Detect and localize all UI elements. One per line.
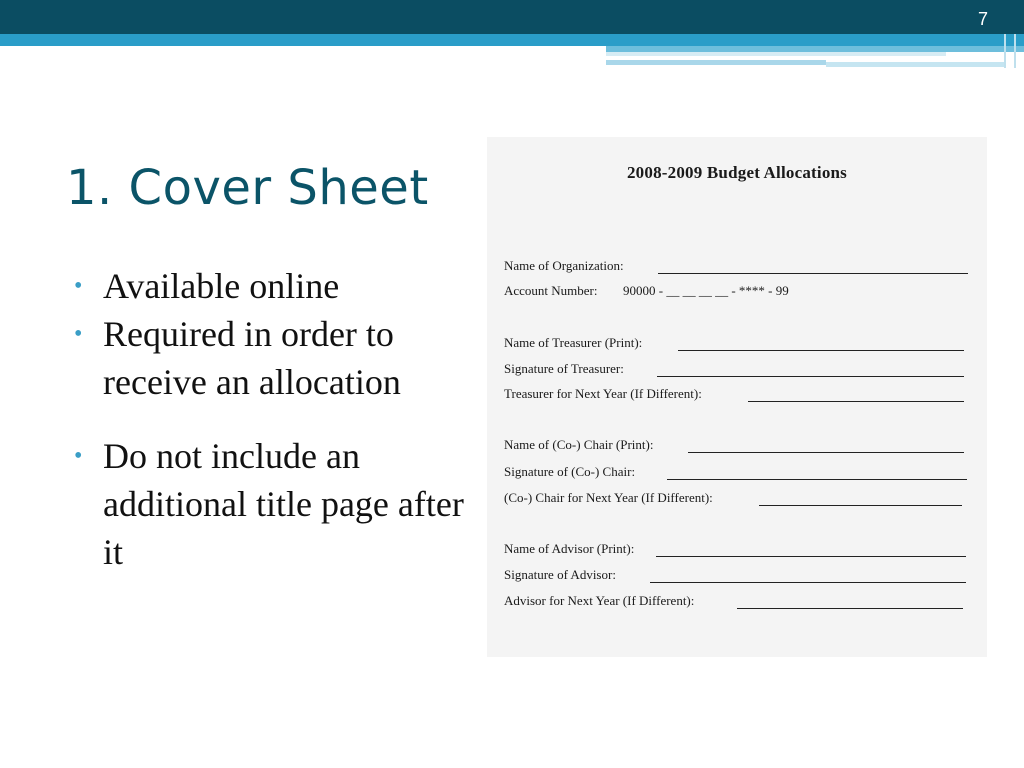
accent-stripe <box>0 34 1024 46</box>
bullet-item <box>74 432 474 576</box>
bullet-icon: • <box>74 443 83 469</box>
form-label: Treasurer for Next Year (If Different): <box>504 386 702 401</box>
signature-line <box>759 505 962 506</box>
form-label: Name of Treasurer (Print): <box>504 335 643 350</box>
slide-number: 7 <box>977 9 988 29</box>
bullet-text: Do not include an additional title page after it <box>103 436 464 572</box>
form-label: Signature of Advisor: <box>504 567 616 582</box>
signature-line <box>737 608 963 609</box>
top-bar <box>0 0 1024 34</box>
form-label: Name of (Co-) Chair (Print): <box>504 437 654 452</box>
form-label: Account Number: <box>504 283 598 298</box>
signature-line <box>678 350 964 351</box>
bullet-icon: • <box>74 273 83 299</box>
signature-line <box>748 401 964 402</box>
form-label: (Co-) Chair for Next Year (If Different): <box>504 490 713 505</box>
decor-line <box>1004 34 1006 68</box>
slide-title: 1. Cover Sheet <box>66 160 429 216</box>
signature-line <box>667 479 967 480</box>
form-label: Advisor for Next Year (If Different): <box>504 593 695 608</box>
decor-line <box>1014 34 1016 68</box>
signature-line <box>688 452 964 453</box>
accent-stripe-pale <box>606 52 946 56</box>
account-number-value: 90000 - __ __ __ __ - **** - 99 <box>623 283 789 298</box>
form-label: Name of Organization: <box>504 258 624 273</box>
bullet-text: Available online <box>103 266 340 306</box>
bullet-list <box>74 262 474 576</box>
accent-stripe-short <box>606 60 826 65</box>
accent-stripe-tail <box>826 62 1006 67</box>
signature-line <box>658 273 968 274</box>
bullet-item <box>74 310 474 406</box>
bullet-icon: • <box>74 321 83 347</box>
bullet-text: Required in order to receive an allocation <box>103 314 401 402</box>
bullet-item <box>74 262 474 310</box>
form-label: Signature of Treasurer: <box>504 361 624 376</box>
cover-sheet-image <box>487 137 987 657</box>
signature-line <box>650 582 966 583</box>
signature-line <box>656 556 966 557</box>
signature-line <box>657 376 964 377</box>
form-label: Name of Advisor (Print): <box>504 541 635 556</box>
form-heading: 2008-2009 Budget Allocations <box>626 163 847 182</box>
form-label: Signature of (Co-) Chair: <box>504 464 636 479</box>
